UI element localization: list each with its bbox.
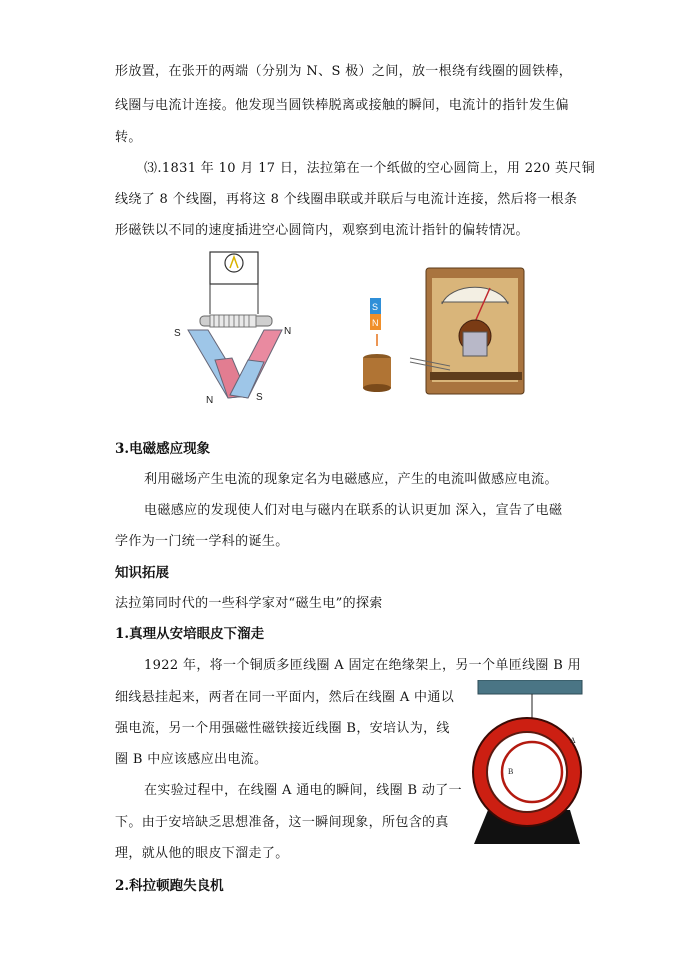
paragraph-line: 强电流，另一个用强磁性磁铁接近线圈 B，安培认为，线 xyxy=(115,721,450,736)
extension-heading: 知识拓展 xyxy=(115,565,169,581)
coil-label: A xyxy=(570,736,576,745)
paragraph-line: 在实验过程中，在线圈 A 通电的瞬间，线圈 B 动了一 xyxy=(144,783,462,798)
paragraph-line: 转。 xyxy=(115,130,142,145)
section-heading: 3.电磁感应现象 xyxy=(115,441,211,457)
paragraph-line: 圈 B 中应该感应出电流。 xyxy=(115,752,268,767)
extension-subtitle: 法拉第同时代的一些科学家对“磁生电”的探索 xyxy=(115,596,383,611)
coil-label: B xyxy=(508,767,514,776)
paragraph-line: 电磁感应的发现使人们对电与磁内在联系的认识更加 深入，宣告了电磁 xyxy=(144,503,563,518)
section-heading: 2.科拉顿跑失良机 xyxy=(115,878,224,894)
pole-label: N xyxy=(284,326,292,337)
paragraph-line: 下。由于安培缺乏思想准备，这一瞬间现象，所包含的真 xyxy=(115,815,449,830)
paragraph-line: 利用磁场产生电流的现象定名为电磁感应，产生的电流叫做感应电流。 xyxy=(144,472,558,487)
galvanometer-coil-figure xyxy=(350,262,530,397)
pole-label: N xyxy=(206,395,214,406)
paragraph-line: ⑶.1831 年 10 月 17 日，法拉第在一个纸做的空心圆筒上，用 220 英尺铜 xyxy=(144,161,596,176)
ampere-coil-figure xyxy=(470,680,586,846)
paragraph-line: 线绕了 8 个线圈，再将这 8 个线圈串联或并联后与电流计连接，然后将一根条 xyxy=(115,192,578,207)
paragraph-line: 1922 年，将一个铜质多匝线圈 A 固定在绝缘架上，另一个单匝线圈 B 用 xyxy=(144,658,581,673)
pole-label: S xyxy=(256,392,263,403)
magnet-label: S xyxy=(372,302,379,312)
paragraph-line: 学作为一门统一学科的诞生。 xyxy=(115,534,289,549)
paragraph-line: 线圈与电流计连接。他发现当圆铁棒脱离或接触的瞬间，电流计的指针发生偏 xyxy=(115,98,569,113)
pole-label: S xyxy=(174,328,181,339)
faraday-ring-figure xyxy=(170,248,300,408)
magnet-label: N xyxy=(372,318,379,328)
paragraph-line: 形放置，在张开的两端（分别为 N、S 极）之间，放一根绕有线圈的圆铁棒， xyxy=(115,64,573,79)
paragraph-line: 细线悬挂起来，两者在同一平面内，然后在线圈 A 中通以 xyxy=(115,690,455,705)
paragraph-line: 形磁铁以不同的速度插进空心圆筒内，观察到电流计指针的偏转情况。 xyxy=(115,223,529,238)
paragraph-line: 理，就从他的眼皮下溜走了。 xyxy=(115,846,289,861)
section-heading: 1.真理从安培眼皮下溜走 xyxy=(115,626,265,642)
